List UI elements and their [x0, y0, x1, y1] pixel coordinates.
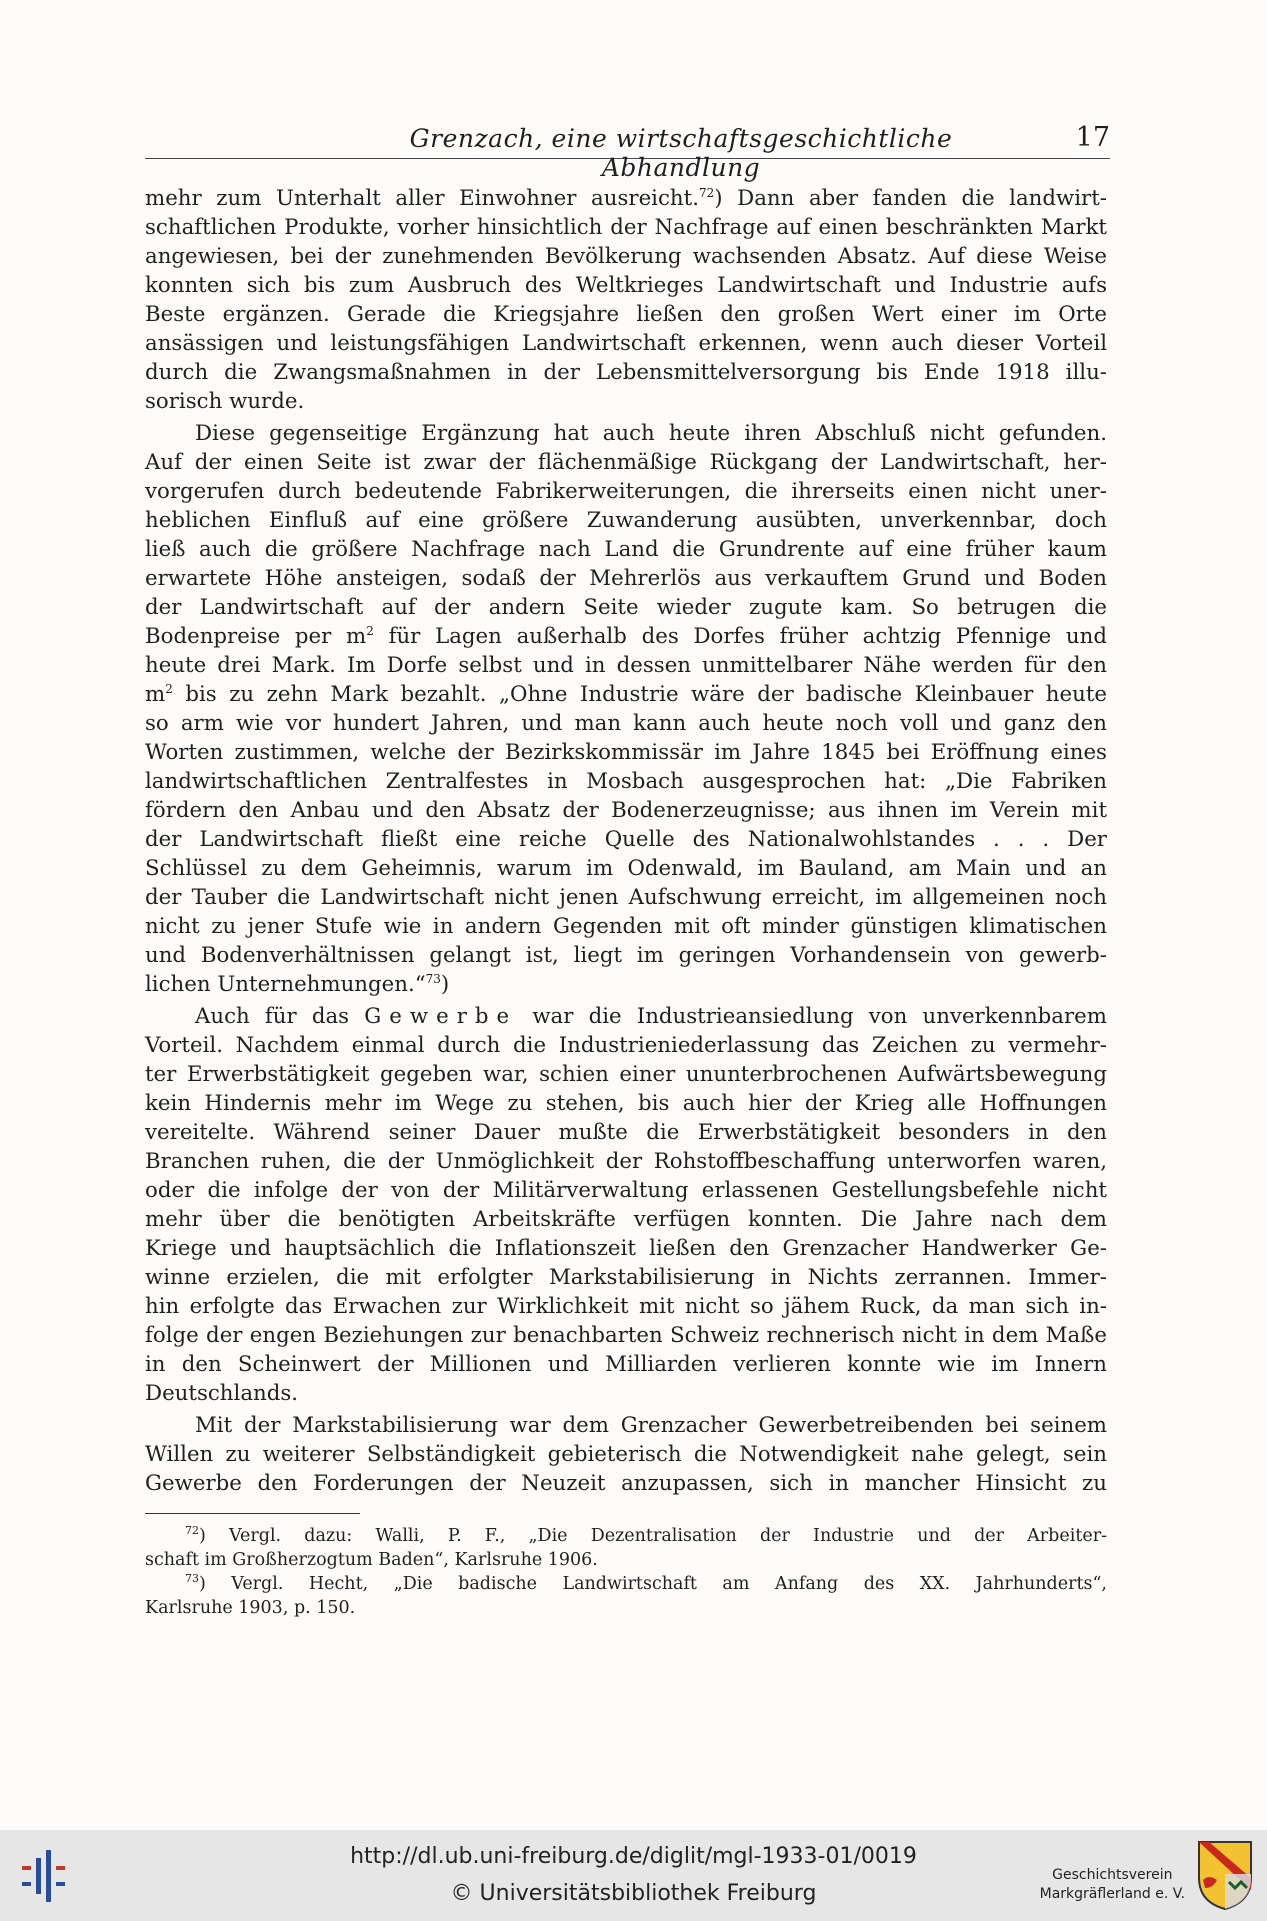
text-line: Gewerbe den Forderungen der Neuzeit anzupassen, sich in mancher Hinsicht zu	[145, 1471, 1107, 1496]
text-line: $m^2$ bis zu zehn Mark bezahlt. „Ohne Industrie wäre der badische Kleinbauer heute	[145, 681, 1107, 707]
text-line: Schlüssel zu dem Geheimnis, warum im Odenwald, im Bauland, am Main und an	[145, 856, 1107, 881]
text-line: oder die infolge der von der Militärverwaltung erlassenen Gestellungsbefehle nicht	[145, 1178, 1107, 1203]
footer-copyright: © Universitätsbibliothek Freiburg	[450, 1881, 817, 1906]
text-line: Willen zu weiterer Selbständigkeit gebieterisch die Notwendigkeit nahe gelegt, sein	[145, 1442, 1107, 1467]
text-line: der Tauber die Landwirtschaft nicht jenen Aufschwung erreicht, im allgemeinen noch	[145, 885, 1107, 910]
text-line: der Landwirtschaft auf der andern Seite wieder zugute kam. So betrugen die	[145, 595, 1107, 620]
text-line: Worten zustimmen, welche der Bezirkskommissär im Jahre 1845 bei Eröffnung eines	[145, 740, 1107, 765]
text-line: Auch für das Gewerbe war die Industrieansiedlung von unverkennbarem	[195, 1004, 1107, 1029]
text-line: ter Erwerbstätigkeit gegeben war, schien einer ununterbrochenen Aufwärtsbewegung	[145, 1062, 1107, 1087]
footnote-72-cont: schaft im Großherzogtum Baden“, Karlsruhe 1906.	[145, 1550, 598, 1570]
footnote-73: $^{73}$) Vergl. Hecht, „Die badische Landwirtschaft am Anfang des XX. Jahrhunderts“,	[185, 1572, 1107, 1594]
text-line: angewiesen, bei der zunehmenden Bevölkerung wachsenden Absatz. Auf diese Weise	[145, 244, 1107, 269]
running-head	[145, 122, 1110, 182]
footnotes	[145, 1524, 1107, 1620]
footnote-divider	[145, 1513, 360, 1514]
text-line: Branchen ruhen, die der Unmöglichkeit der Rohstoffbeschaffung unterworfen waren,	[145, 1149, 1107, 1174]
text-line: nicht zu jener Stufe wie in andern Gegenden mit oft minder günstigen klimatischen	[145, 914, 1107, 939]
text-line: Kriege und hauptsächlich die Inflationszeit ließen den Grenzacher Handwerker Ge-	[145, 1236, 1107, 1261]
footnote-72: $^{72}$) Vergl. dazu: Walli, P. F., „Die Dezentralisation der Industrie und der Arbeiter-	[185, 1524, 1107, 1546]
text-line: der Landwirtschaft fließt eine reiche Quelle des Nationalwohlstandes . . . Der	[145, 827, 1107, 852]
text-line: Mit der Markstabilisierung war dem Grenzacher Gewerbetreibenden bei seinem	[195, 1413, 1107, 1438]
superscript: 2	[366, 623, 374, 638]
text-line: Bodenpreise per $m^2$ für Lagen außerhalb des Dorfes früher achtzig Pfennige und	[145, 623, 1108, 649]
text-line: erwartete Höhe ansteigen, sodaß der Mehrerlös aus verkauftem Grund und Boden	[145, 566, 1107, 591]
society-name: Geschichtsverein Markgräflerland e. V.	[1039, 1867, 1185, 1902]
text-line: mehr zum Unterhalt aller Einwohner ausreicht.$^{72}$) Dann aber fanden die landwirt-	[145, 185, 1107, 211]
text-line: ansässigen und leistungsfähigen Landwirtschaft erkennen, wenn auch dieser Vorteil	[145, 331, 1107, 356]
text-line: winne erzielen, die mit erfolgter Markstabilisierung in Nichts zerrannen. Immer-	[145, 1265, 1107, 1290]
superscript: 2	[165, 681, 173, 696]
markgraeflerland-crest-icon[interactable]	[1195, 1838, 1255, 1912]
text-line: in den Scheinwert der Millionen und Milliarden verlieren konnte wie im Innern	[145, 1352, 1107, 1377]
text-line: hin erfolgte das Erwachen zur Wirklichkeit mit nicht so jähem Ruck, da man sich in-	[145, 1294, 1107, 1319]
page-number: 17	[1075, 122, 1110, 153]
footnote-ref: 72	[698, 185, 715, 200]
paragraph-2	[145, 419, 1107, 999]
text-line: landwirtschaftlichen Zentralfestes in Mosbach ausgesprochen hat: „Die Fabriken	[145, 769, 1107, 794]
text-line: konnten sich bis zum Ausbruch des Weltkrieges Landwirtschaft und Industrie aufs	[145, 273, 1107, 298]
text-line: und Bodenverhältnissen gelangt ist, liegt im geringen Vorhandensein von gewerb-	[145, 943, 1107, 968]
paragraph-4	[145, 1411, 1107, 1498]
footnote-73-cont: Karlsruhe 1903, p. 150.	[145, 1598, 356, 1618]
text-line: Deutschlands.	[145, 1381, 299, 1406]
text-line: Auf der einen Seite ist zwar der flächenmäßige Rückgang der Landwirtschaft, her-	[145, 450, 1107, 475]
text-line: vereitelte. Während seiner Dauer mußte die Erwerbstätigkeit besonders in den	[145, 1120, 1107, 1145]
text-line: Vorteil. Nachdem einmal durch die Industrieniederlassung das Zeichen zu vermehr-	[145, 1033, 1107, 1058]
text-line: schaftlichen Produkte, vorher hinsichtlich der Nachfrage auf einen beschränkten Markt	[145, 215, 1107, 240]
footnote-ref: 73	[425, 971, 441, 986]
text-line: kein Hindernis mehr im Wege zu stehen, bis auch hier der Krieg alle Hoffnungen	[145, 1091, 1107, 1116]
footer-bar	[0, 1830, 1267, 1921]
text-line: sorisch wurde.	[145, 389, 305, 414]
text-line: vorgerufen durch bedeutende Fabrikerweiterungen, die ihrerseits einen nicht uner-	[145, 479, 1107, 504]
permalink-link[interactable]: http://dl.ub.uni-freiburg.de/diglit/mgl-1933-01/0019	[350, 1844, 917, 1869]
text-line: fördern den Anbau und den Absatz der Bodenerzeugnisse; aus ihnen im Verein mit	[145, 798, 1107, 823]
text-line: Diese gegenseitige Ergänzung hat auch heute ihren Abschluß nicht gefunden.	[195, 421, 1107, 446]
text-line: so arm wie vor hundert Jahren, und man kann auch heute noch voll und ganz den	[145, 711, 1107, 736]
text-line: folge der engen Beziehungen zur benachbarten Schweiz rechnerisch nicht in dem Maße	[145, 1323, 1107, 1348]
text-line: heblichen Einfluß auf eine größere Zuwanderung ausübten, unverkennbar, doch	[145, 508, 1107, 533]
body-text	[145, 184, 1107, 1501]
running-title: Grenzach, eine wirtschaftsgeschichtliche Abhandlung	[409, 124, 953, 182]
text-line: durch die Zwangsmaßnahmen in der Lebensmittelversorgung bis Ende 1918 illu-	[145, 360, 1107, 385]
text-line: mehr über die benötigten Arbeitskräfte verfügen konnten. Die Jahre nach dem	[145, 1207, 1107, 1232]
paragraph-1	[145, 184, 1107, 416]
text-line: Beste ergänzen. Gerade die Kriegsjahre ließen den großen Wert einer im Orte	[145, 302, 1107, 327]
text-line: ließ auch die größere Nachfrage nach Land die Grundrente auf eine früher kaum	[145, 537, 1107, 562]
paragraph-3	[145, 1002, 1107, 1408]
spaced-word: Gewerbe	[364, 1004, 518, 1029]
text-line: heute drei Mark. Im Dorfe selbst und in dessen unmittelbarer Nähe werden für den	[145, 653, 1107, 678]
text-line: lichen Unternehmungen.“$^{73}$)	[145, 971, 450, 997]
